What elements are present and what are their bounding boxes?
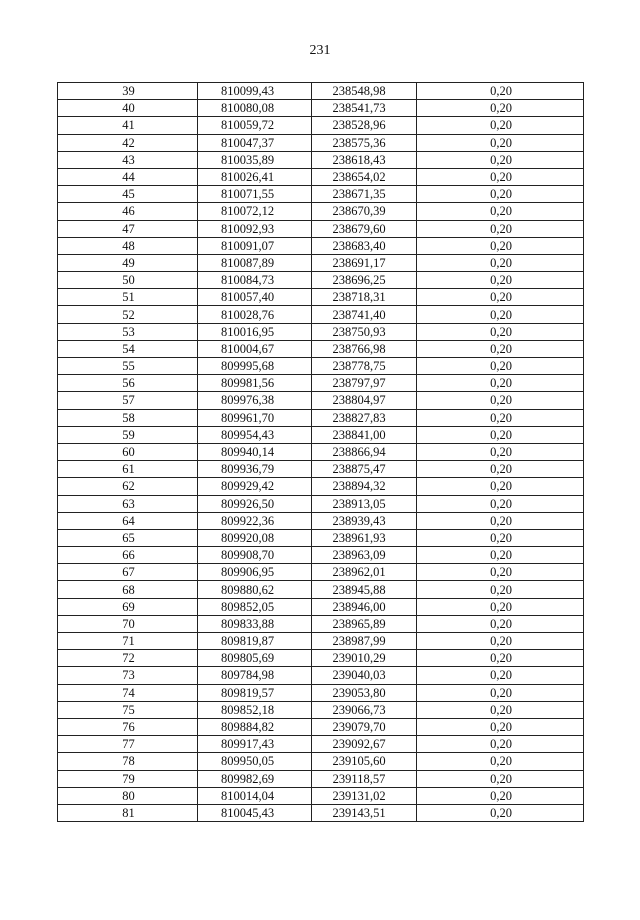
- y-coordinate-cell: 238778,75: [312, 358, 417, 375]
- table-row: [58, 340, 584, 357]
- table-row: [58, 203, 584, 220]
- x-coordinate-cell: 809982,69: [198, 770, 312, 787]
- point-number-cell: 53: [58, 323, 198, 340]
- y-coordinate-cell: 238827,83: [312, 409, 417, 426]
- table-row: [58, 220, 584, 237]
- point-number-cell: 78: [58, 753, 198, 770]
- point-number-cell: 72: [58, 650, 198, 667]
- table-row: [58, 512, 584, 529]
- value-cell: 0,20: [417, 426, 584, 443]
- x-coordinate-cell: 809819,87: [198, 633, 312, 650]
- point-number-cell: 76: [58, 718, 198, 735]
- coordinates-table: [57, 82, 584, 822]
- point-number-cell: 73: [58, 667, 198, 684]
- value-cell: 0,20: [417, 237, 584, 254]
- value-cell: 0,20: [417, 323, 584, 340]
- x-coordinate-cell: 809976,38: [198, 392, 312, 409]
- value-cell: 0,20: [417, 134, 584, 151]
- x-coordinate-cell: 810092,93: [198, 220, 312, 237]
- x-coordinate-cell: 810091,07: [198, 237, 312, 254]
- y-coordinate-cell: 238962,01: [312, 564, 417, 581]
- x-coordinate-cell: 810059,72: [198, 117, 312, 134]
- value-cell: 0,20: [417, 529, 584, 546]
- point-number-cell: 43: [58, 151, 198, 168]
- y-coordinate-cell: 239092,67: [312, 736, 417, 753]
- x-coordinate-cell: 809954,43: [198, 426, 312, 443]
- x-coordinate-cell: 810047,37: [198, 134, 312, 151]
- value-cell: 0,20: [417, 753, 584, 770]
- point-number-cell: 49: [58, 254, 198, 271]
- x-coordinate-cell: 809926,50: [198, 495, 312, 512]
- y-coordinate-cell: 238945,88: [312, 581, 417, 598]
- point-number-cell: 71: [58, 633, 198, 650]
- y-coordinate-cell: 238866,94: [312, 443, 417, 460]
- point-number-cell: 59: [58, 426, 198, 443]
- value-cell: 0,20: [417, 340, 584, 357]
- y-coordinate-cell: 238913,05: [312, 495, 417, 512]
- x-coordinate-cell: 809981,56: [198, 375, 312, 392]
- value-cell: 0,20: [417, 443, 584, 460]
- point-number-cell: 64: [58, 512, 198, 529]
- table-row: [58, 461, 584, 478]
- value-cell: 0,20: [417, 289, 584, 306]
- point-number-cell: 62: [58, 478, 198, 495]
- point-number-cell: 66: [58, 547, 198, 564]
- x-coordinate-cell: 810026,41: [198, 168, 312, 185]
- table-row: [58, 306, 584, 323]
- y-coordinate-cell: 238575,36: [312, 134, 417, 151]
- table-row: [58, 272, 584, 289]
- value-cell: 0,20: [417, 804, 584, 821]
- x-coordinate-cell: 810087,89: [198, 254, 312, 271]
- table-row: [58, 770, 584, 787]
- table-row: [58, 117, 584, 134]
- y-coordinate-cell: 238766,98: [312, 340, 417, 357]
- y-coordinate-cell: 239010,29: [312, 650, 417, 667]
- y-coordinate-cell: 238946,00: [312, 598, 417, 615]
- table-row: [58, 667, 584, 684]
- x-coordinate-cell: 810099,43: [198, 83, 312, 100]
- point-number-cell: 52: [58, 306, 198, 323]
- table-row: [58, 375, 584, 392]
- y-coordinate-cell: 238841,00: [312, 426, 417, 443]
- value-cell: 0,20: [417, 787, 584, 804]
- point-number-cell: 75: [58, 701, 198, 718]
- y-coordinate-cell: 238965,89: [312, 615, 417, 632]
- table-row: [58, 100, 584, 117]
- x-coordinate-cell: 809805,69: [198, 650, 312, 667]
- table-row: [58, 718, 584, 735]
- point-number-cell: 58: [58, 409, 198, 426]
- y-coordinate-cell: 238987,99: [312, 633, 417, 650]
- value-cell: 0,20: [417, 409, 584, 426]
- table-row: [58, 83, 584, 100]
- x-coordinate-cell: 809908,70: [198, 547, 312, 564]
- table-row: [58, 478, 584, 495]
- point-number-cell: 42: [58, 134, 198, 151]
- point-number-cell: 67: [58, 564, 198, 581]
- point-number-cell: 80: [58, 787, 198, 804]
- table-row: [58, 529, 584, 546]
- value-cell: 0,20: [417, 478, 584, 495]
- y-coordinate-cell: 238671,35: [312, 186, 417, 203]
- point-number-cell: 63: [58, 495, 198, 512]
- y-coordinate-cell: 238528,96: [312, 117, 417, 134]
- table-row: [58, 701, 584, 718]
- value-cell: 0,20: [417, 547, 584, 564]
- value-cell: 0,20: [417, 151, 584, 168]
- table-row: [58, 134, 584, 151]
- x-coordinate-cell: 809917,43: [198, 736, 312, 753]
- table-row: [58, 615, 584, 632]
- y-coordinate-cell: 239118,57: [312, 770, 417, 787]
- y-coordinate-cell: 238963,09: [312, 547, 417, 564]
- value-cell: 0,20: [417, 701, 584, 718]
- y-coordinate-cell: 238670,39: [312, 203, 417, 220]
- table-row: [58, 753, 584, 770]
- x-coordinate-cell: 809833,88: [198, 615, 312, 632]
- value-cell: 0,20: [417, 392, 584, 409]
- value-cell: 0,20: [417, 736, 584, 753]
- y-coordinate-cell: 238679,60: [312, 220, 417, 237]
- x-coordinate-cell: 810028,76: [198, 306, 312, 323]
- value-cell: 0,20: [417, 100, 584, 117]
- x-coordinate-cell: 809884,82: [198, 718, 312, 735]
- table-row: [58, 684, 584, 701]
- y-coordinate-cell: 239131,02: [312, 787, 417, 804]
- x-coordinate-cell: 810045,43: [198, 804, 312, 821]
- x-coordinate-cell: 809995,68: [198, 358, 312, 375]
- x-coordinate-cell: 810016,95: [198, 323, 312, 340]
- value-cell: 0,20: [417, 718, 584, 735]
- y-coordinate-cell: 239040,03: [312, 667, 417, 684]
- table-row: [58, 598, 584, 615]
- coordinates-table-body: [58, 83, 584, 822]
- table-row: [58, 495, 584, 512]
- point-number-cell: 45: [58, 186, 198, 203]
- x-coordinate-cell: 810035,89: [198, 151, 312, 168]
- x-coordinate-cell: 810014,04: [198, 787, 312, 804]
- x-coordinate-cell: 810004,67: [198, 340, 312, 357]
- point-number-cell: 47: [58, 220, 198, 237]
- y-coordinate-cell: 239079,70: [312, 718, 417, 735]
- value-cell: 0,20: [417, 254, 584, 271]
- y-coordinate-cell: 238750,93: [312, 323, 417, 340]
- point-number-cell: 54: [58, 340, 198, 357]
- point-number-cell: 51: [58, 289, 198, 306]
- x-coordinate-cell: 810080,08: [198, 100, 312, 117]
- value-cell: 0,20: [417, 186, 584, 203]
- point-number-cell: 68: [58, 581, 198, 598]
- x-coordinate-cell: 810072,12: [198, 203, 312, 220]
- point-number-cell: 79: [58, 770, 198, 787]
- table-row: [58, 547, 584, 564]
- value-cell: 0,20: [417, 358, 584, 375]
- point-number-cell: 50: [58, 272, 198, 289]
- value-cell: 0,20: [417, 770, 584, 787]
- point-number-cell: 48: [58, 237, 198, 254]
- y-coordinate-cell: 238875,47: [312, 461, 417, 478]
- table-row: [58, 564, 584, 581]
- y-coordinate-cell: 238683,40: [312, 237, 417, 254]
- value-cell: 0,20: [417, 598, 584, 615]
- table-row: [58, 392, 584, 409]
- table-row: [58, 650, 584, 667]
- y-coordinate-cell: 238548,98: [312, 83, 417, 100]
- value-cell: 0,20: [417, 203, 584, 220]
- table-row: [58, 736, 584, 753]
- y-coordinate-cell: 238894,32: [312, 478, 417, 495]
- table-row: [58, 358, 584, 375]
- page-number: 231: [309, 43, 331, 58]
- point-number-cell: 57: [58, 392, 198, 409]
- value-cell: 0,20: [417, 375, 584, 392]
- y-coordinate-cell: 238541,73: [312, 100, 417, 117]
- value-cell: 0,20: [417, 461, 584, 478]
- y-coordinate-cell: 238691,17: [312, 254, 417, 271]
- y-coordinate-cell: 239143,51: [312, 804, 417, 821]
- point-number-cell: 56: [58, 375, 198, 392]
- x-coordinate-cell: 809906,95: [198, 564, 312, 581]
- table-row: [58, 426, 584, 443]
- value-cell: 0,20: [417, 581, 584, 598]
- table-row: [58, 633, 584, 650]
- y-coordinate-cell: 238961,93: [312, 529, 417, 546]
- table-row: [58, 323, 584, 340]
- value-cell: 0,20: [417, 633, 584, 650]
- point-number-cell: 44: [58, 168, 198, 185]
- point-number-cell: 40: [58, 100, 198, 117]
- point-number-cell: 61: [58, 461, 198, 478]
- table-row: [58, 168, 584, 185]
- table-row: [58, 787, 584, 804]
- table-row: [58, 151, 584, 168]
- x-coordinate-cell: 809922,36: [198, 512, 312, 529]
- x-coordinate-cell: 809920,08: [198, 529, 312, 546]
- value-cell: 0,20: [417, 117, 584, 134]
- point-number-cell: 39: [58, 83, 198, 100]
- y-coordinate-cell: 238939,43: [312, 512, 417, 529]
- value-cell: 0,20: [417, 83, 584, 100]
- y-coordinate-cell: 238696,25: [312, 272, 417, 289]
- point-number-cell: 46: [58, 203, 198, 220]
- x-coordinate-cell: 809940,14: [198, 443, 312, 460]
- value-cell: 0,20: [417, 615, 584, 632]
- x-coordinate-cell: 809936,79: [198, 461, 312, 478]
- y-coordinate-cell: 239053,80: [312, 684, 417, 701]
- x-coordinate-cell: 810057,40: [198, 289, 312, 306]
- y-coordinate-cell: 238618,43: [312, 151, 417, 168]
- table-row: [58, 186, 584, 203]
- y-coordinate-cell: 238797,97: [312, 375, 417, 392]
- table-row: [58, 581, 584, 598]
- y-coordinate-cell: 239066,73: [312, 701, 417, 718]
- value-cell: 0,20: [417, 495, 584, 512]
- x-coordinate-cell: 809784,98: [198, 667, 312, 684]
- y-coordinate-cell: 238654,02: [312, 168, 417, 185]
- x-coordinate-cell: 809852,18: [198, 701, 312, 718]
- table-row: [58, 409, 584, 426]
- value-cell: 0,20: [417, 168, 584, 185]
- table-row: [58, 443, 584, 460]
- value-cell: 0,20: [417, 564, 584, 581]
- x-coordinate-cell: 809929,42: [198, 478, 312, 495]
- point-number-cell: 60: [58, 443, 198, 460]
- y-coordinate-cell: 239105,60: [312, 753, 417, 770]
- point-number-cell: 81: [58, 804, 198, 821]
- value-cell: 0,20: [417, 512, 584, 529]
- y-coordinate-cell: 238804,97: [312, 392, 417, 409]
- table-row: [58, 237, 584, 254]
- value-cell: 0,20: [417, 684, 584, 701]
- point-number-cell: 70: [58, 615, 198, 632]
- x-coordinate-cell: 810071,55: [198, 186, 312, 203]
- value-cell: 0,20: [417, 667, 584, 684]
- value-cell: 0,20: [417, 650, 584, 667]
- table-row: [58, 254, 584, 271]
- point-number-cell: 69: [58, 598, 198, 615]
- table-row: [58, 289, 584, 306]
- x-coordinate-cell: 810084,73: [198, 272, 312, 289]
- point-number-cell: 41: [58, 117, 198, 134]
- point-number-cell: 74: [58, 684, 198, 701]
- x-coordinate-cell: 809852,05: [198, 598, 312, 615]
- point-number-cell: 55: [58, 358, 198, 375]
- value-cell: 0,20: [417, 220, 584, 237]
- x-coordinate-cell: 809950,05: [198, 753, 312, 770]
- x-coordinate-cell: 809961,70: [198, 409, 312, 426]
- x-coordinate-cell: 809819,57: [198, 684, 312, 701]
- point-number-cell: 65: [58, 529, 198, 546]
- y-coordinate-cell: 238741,40: [312, 306, 417, 323]
- table-row: [58, 804, 584, 821]
- value-cell: 0,20: [417, 272, 584, 289]
- value-cell: 0,20: [417, 306, 584, 323]
- x-coordinate-cell: 809880,62: [198, 581, 312, 598]
- y-coordinate-cell: 238718,31: [312, 289, 417, 306]
- point-number-cell: 77: [58, 736, 198, 753]
